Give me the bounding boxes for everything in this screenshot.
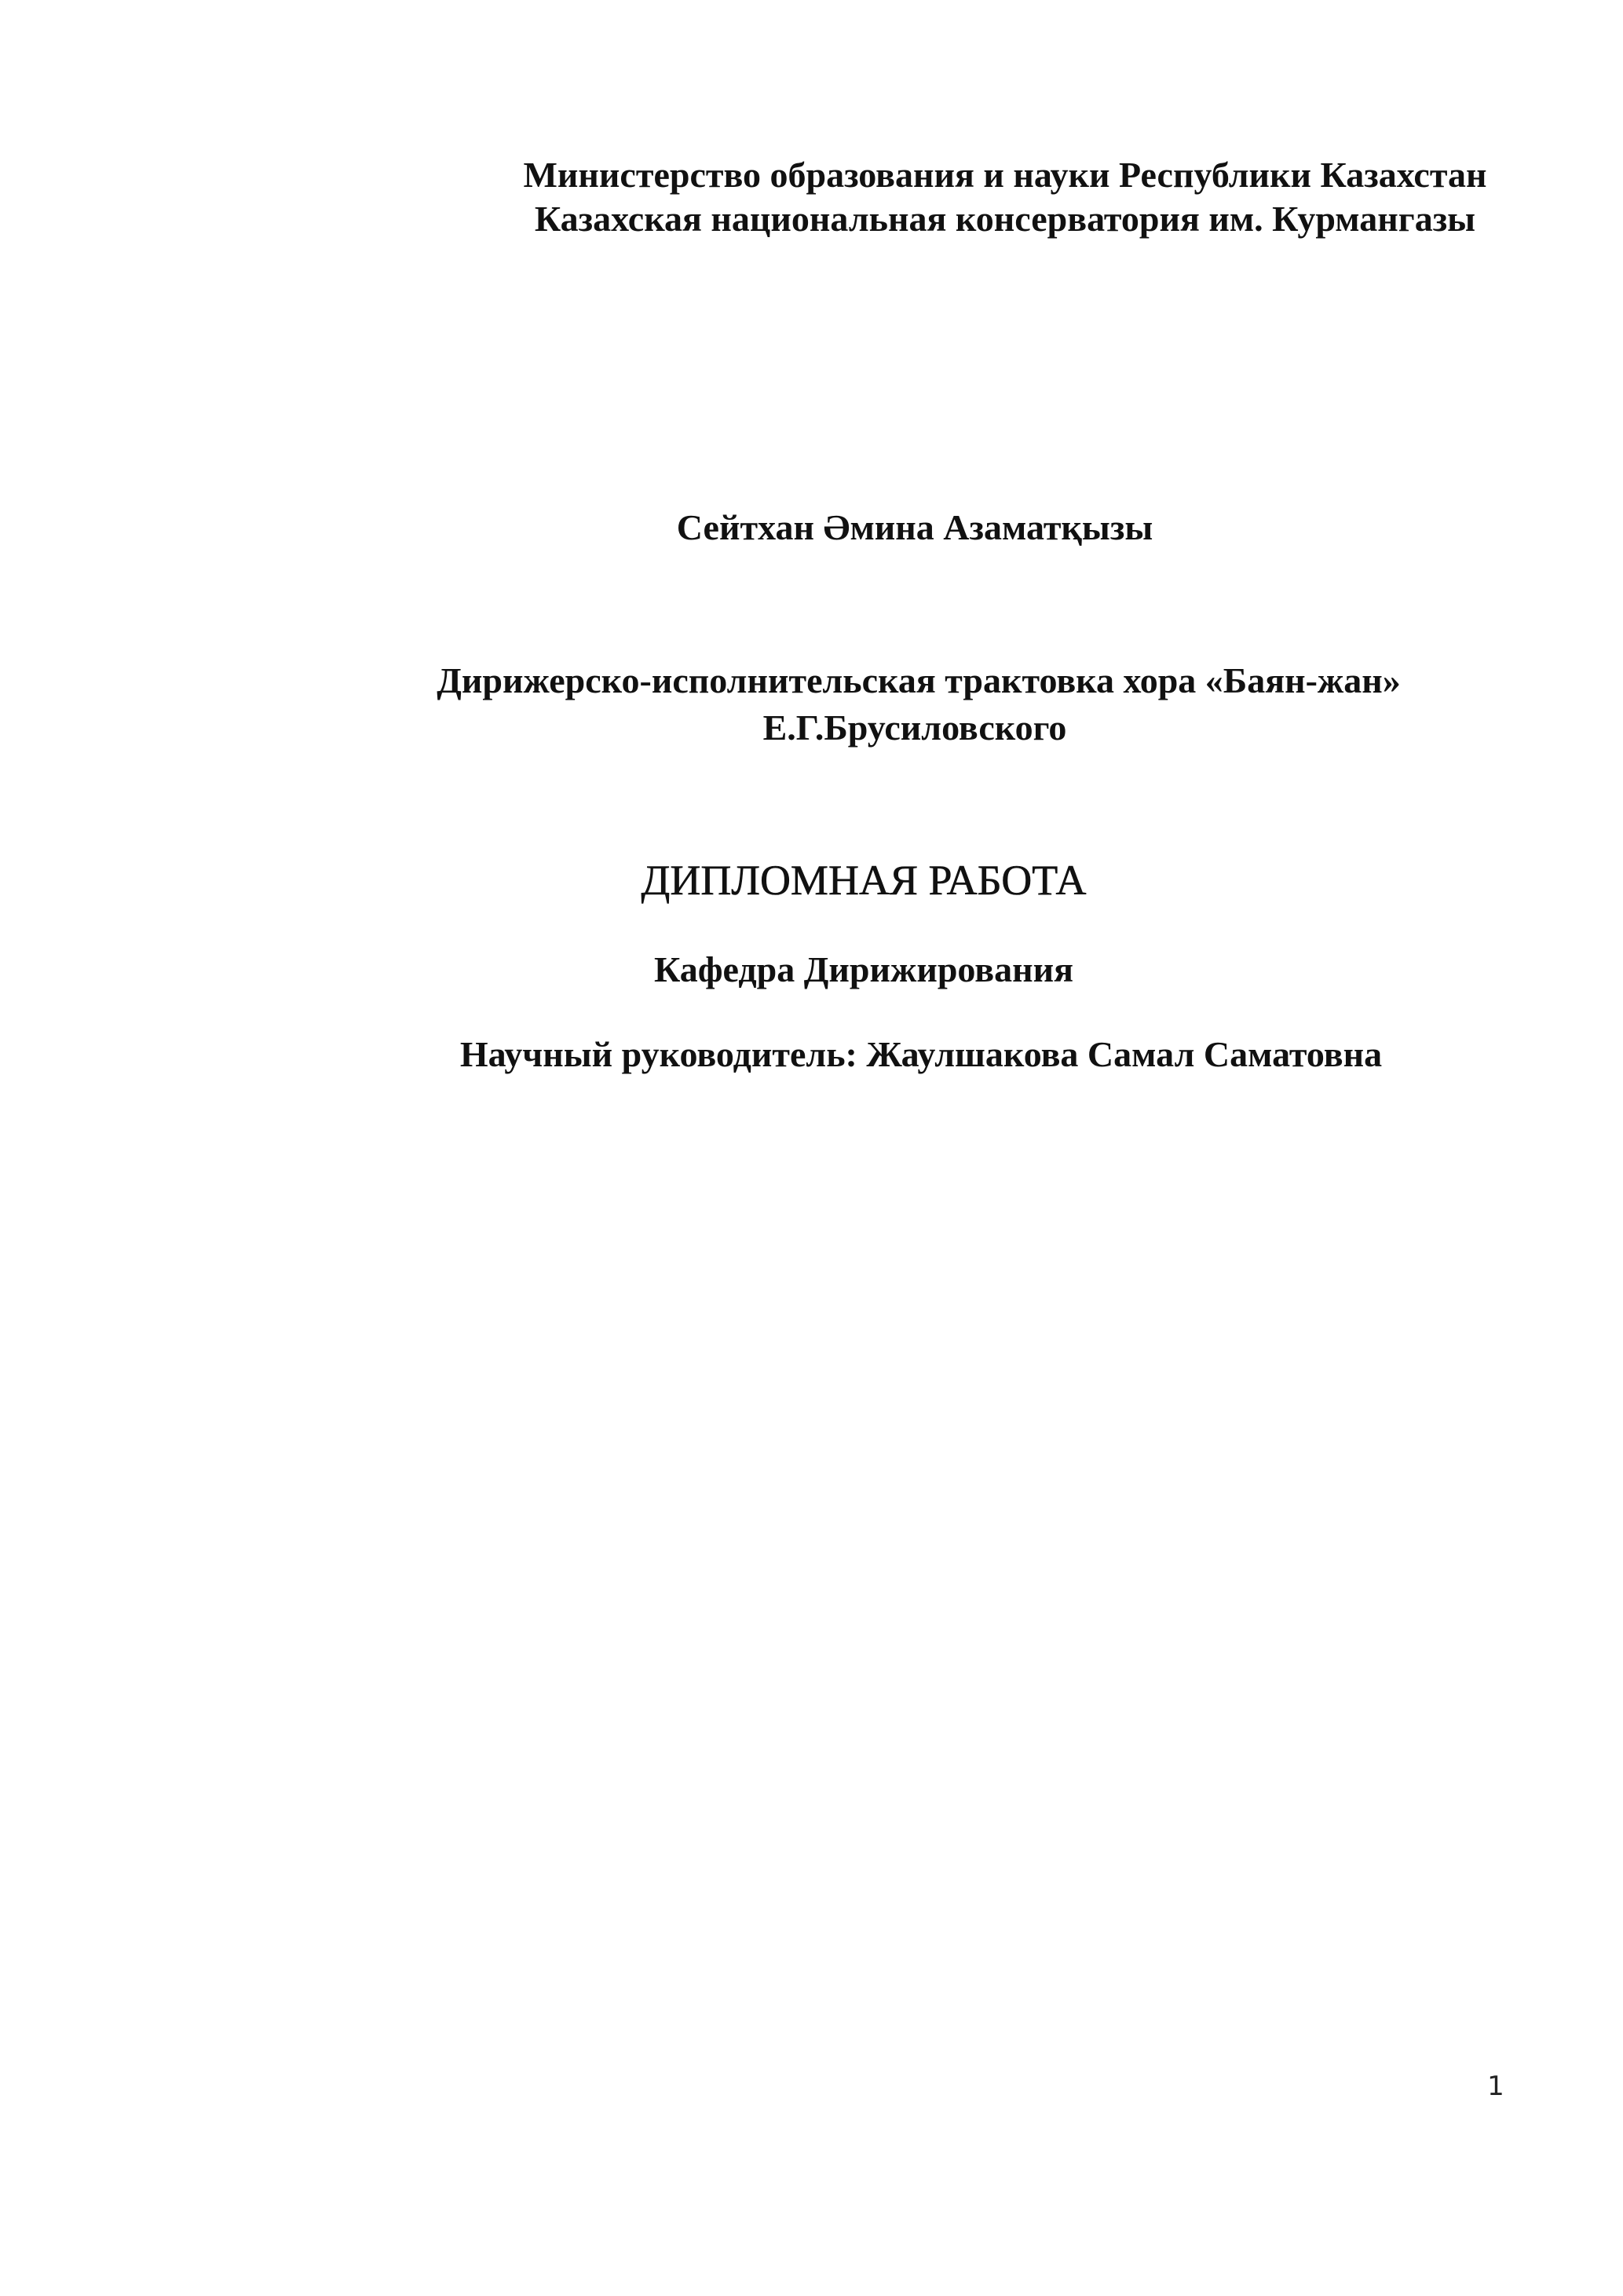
work-type-heading: ДИПЛОМНАЯ РАБОТА: [641, 857, 1087, 904]
department-name: Кафедра Дирижирования: [653, 949, 1073, 989]
supervisor-line: Научный руководитель: Жаулшакова Самал Саматовна: [459, 1034, 1383, 1074]
author-name: Сейтхан Әмина Азаматқызы: [676, 507, 1153, 547]
institution-heading: Казахская национальная консерватория им. Курмангазы: [534, 199, 1476, 239]
page-number: 1: [1487, 2071, 1504, 2102]
thesis-title-line-2: Е.Г.Брусиловского: [762, 707, 1067, 748]
thesis-title-line-1: Дирижерско-исполнительская трактовка хора «Баян-жан»: [437, 660, 1401, 700]
ministry-heading: Министерство образования и науки Республики Казахстан: [523, 155, 1487, 195]
